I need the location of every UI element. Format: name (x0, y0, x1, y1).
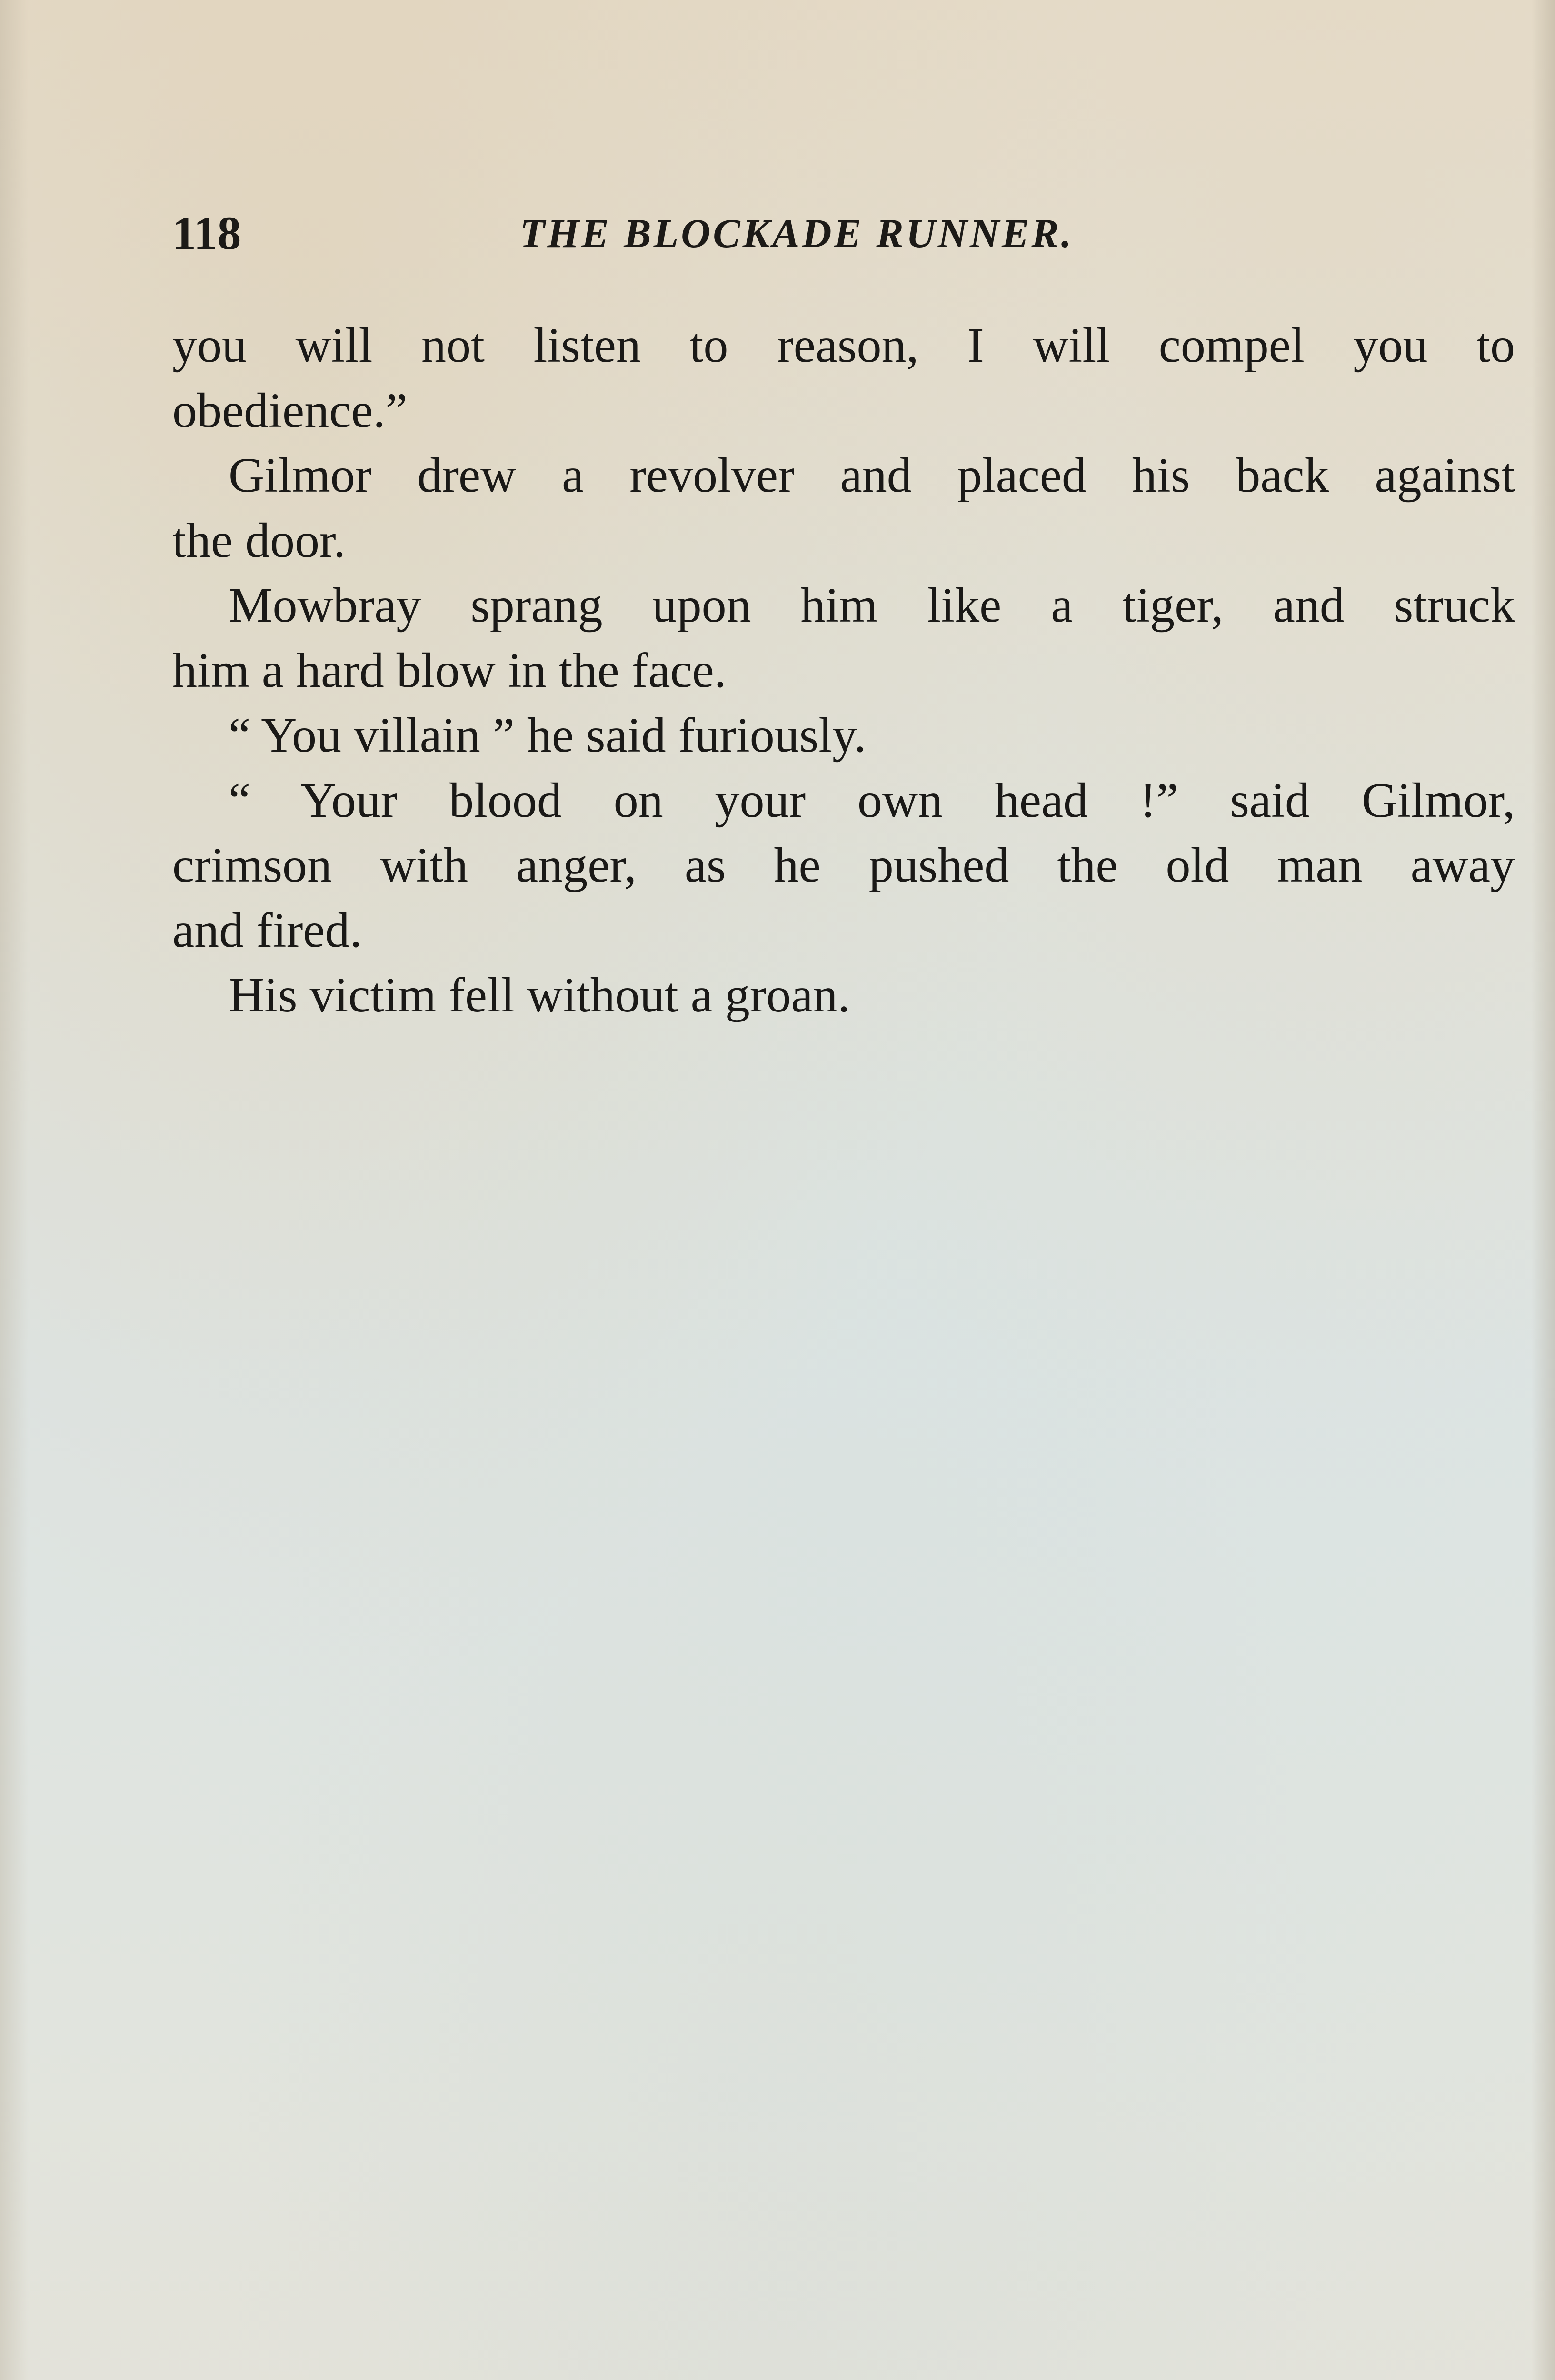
text-line: you will not listen to reason, I will compel you to (172, 318, 1515, 373)
text-line: “ You villain ” he said furiously. (229, 708, 867, 763)
text-line: “ Your blood on your own head !” said Gilmor, (229, 773, 1515, 828)
text-line: obedience.” (172, 383, 408, 438)
running-head (172, 200, 1515, 267)
text-line: him a hard blow in the face. (172, 643, 727, 698)
text-line: the door. (172, 513, 346, 568)
book-title: THE BLOCKADE RUNNER. (520, 210, 1074, 256)
text-line: Gilmor drew a revolver and placed his back against (229, 448, 1515, 503)
text-line: and fired. (172, 902, 362, 958)
page-right-edge-shadow (1531, 0, 1555, 2380)
text-line: His victim fell without a groan. (229, 968, 850, 1022)
page-body-text (172, 313, 1515, 1028)
text-line: Mowbray sprang upon him like a tiger, and struck (229, 578, 1515, 633)
page-left-edge-shadow (0, 0, 29, 2380)
page-number: 118 (172, 207, 241, 259)
text-line: crimson with anger, as he pushed the old man away (172, 838, 1515, 892)
